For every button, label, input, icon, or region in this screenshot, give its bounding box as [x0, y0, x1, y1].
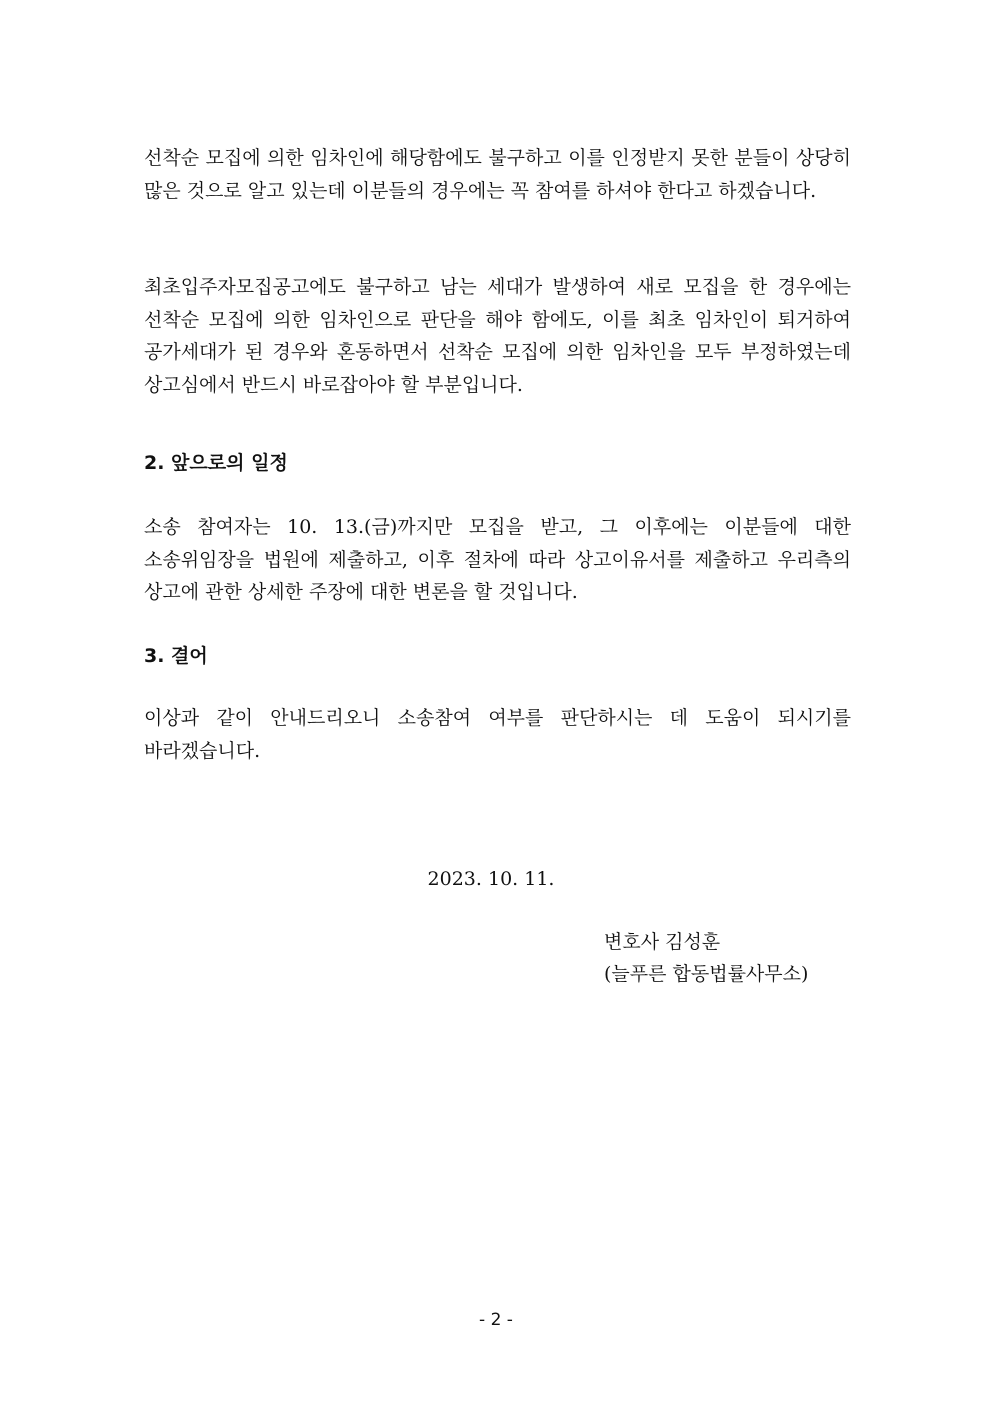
- section-3-paragraph: 이상과 같이 안내드리오니 소송참여 여부를 판단하시는 데 도움이 되시기를 바라겠습니다.: [144, 707, 851, 762]
- signature-firm: (늘푸른 합동법률사무소): [604, 963, 809, 985]
- section-2-paragraph: 소송 참여자는 10. 13.(금)까지만 모집을 받고, 그 이후에는 이분들에 대한 소송위임장을 법원에 제출하고, 이후 절차에 따라 상고이유서를 제출하고 우리측의 상고에 관한 상세한 주장에 대한 변론을 할 것입니다.: [144, 516, 851, 603]
- section-3-heading: 3. 결어: [144, 645, 208, 667]
- document-date: 2023. 10. 11.: [427, 868, 555, 890]
- body-paragraph-1: 선착순 모집에 의한 임차인에 해당함에도 불구하고 이를 인정받지 못한 분들이 상당히 많은 것으로 알고 있는데 이분들의 경우에는 꼭 참여를 하셔야 한다고 하겠습니다.: [144, 147, 851, 202]
- body-paragraph-2: 최초입주자모집공고에도 불구하고 남는 세대가 발생하여 새로 모집을 한 경우에는 선착순 모집에 의한 임차인으로 판단을 해야 함에도, 이를 최초 임차인이 퇴거하여 공가세대가 된 경우와 혼동하면서 선착순 모집에 의한 임차인을 모두 부정하였는데 상고심에서 반드시 바로잡아야 할 부분입니다.: [144, 276, 851, 396]
- section-2-heading: 2. 앞으로의 일정: [144, 452, 288, 474]
- page-number: - 2 -: [479, 1310, 513, 1330]
- signature-name: 변호사 김성훈: [604, 931, 721, 953]
